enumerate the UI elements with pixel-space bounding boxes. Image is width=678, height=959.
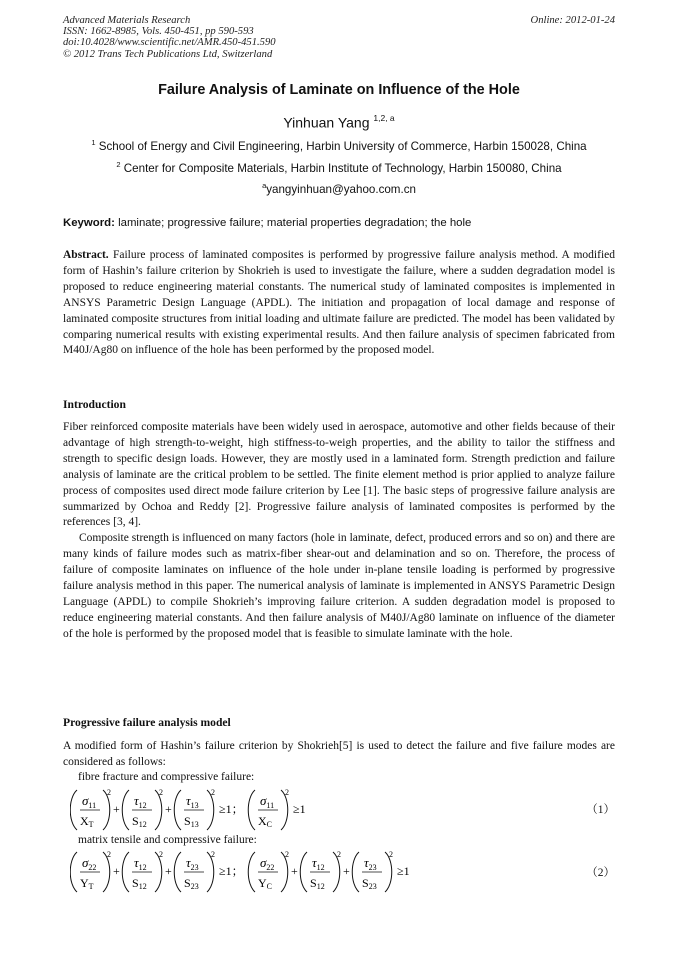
equation-2-numerator-sub-5: 23 — [368, 863, 377, 872]
equation-2-plus-5: + — [343, 864, 350, 878]
equation-1-denominator-sub-1: 12 — [138, 820, 147, 829]
equation-2-numerator-sub-4: 12 — [316, 863, 325, 872]
equation-1-plus-2: + — [165, 802, 172, 816]
equation-2-paren-left-5 — [352, 852, 359, 892]
equation-1-exponent-1: 2 — [159, 788, 163, 797]
equation-1-denominator-sub-2: 13 — [190, 820, 199, 829]
equation-2-denominator-sub-0: T — [88, 882, 94, 891]
model-paragraph: A modified form of Hashin’s failure criterion by Shokrieh[5] is used to detect the failure and five failure modes are considered as follows: — [63, 740, 615, 768]
equation-1-numerator-2: $\tau_{13}$ — [186, 793, 199, 810]
affiliation-1 — [0, 138, 678, 153]
equation-2-plus-4: + — [291, 864, 298, 878]
affiliation-2-text: Center for Composite Materials, Harbin Institute of Technology, Harbin 150080, China — [123, 161, 562, 175]
equation-2-number: （2） — [586, 867, 615, 879]
equation-2-paren-left-1 — [122, 852, 129, 892]
equation-2-exponent-1: 2 — [159, 850, 163, 859]
equation-1-inequality-1: ≥1 — [293, 802, 306, 816]
affiliation-1-sup: 1 — [91, 138, 96, 147]
email-sup: a — [262, 181, 267, 190]
affiliation-1-text: School of Energy and Civil Engineering, Harbin University of Commerce, Harbin 150028, China — [98, 139, 587, 153]
author-line — [0, 114, 678, 131]
equation-2-paren-left-4 — [300, 852, 307, 892]
equation-2-exponent-4: 2 — [337, 850, 341, 859]
equation-2-denominator-4: S12 — [310, 876, 325, 891]
equation-2-denominator-sub-1: 12 — [138, 882, 147, 891]
equation-2-denominator-2: S23 — [184, 876, 199, 891]
equation-2-denominator-1: S12 — [132, 876, 147, 891]
equation-1 — [70, 786, 370, 836]
equation-2 — [70, 848, 450, 898]
equation-1-numerator-sub-3: 11 — [266, 801, 275, 810]
equation-2-exponent-0: 2 — [107, 850, 111, 859]
equation-2-inequality-0: ≥1； — [219, 864, 244, 878]
equation-1-plus-1: + — [113, 802, 120, 816]
doi-line: doi:10.4028/www.scientific.net/AMR.450-451.590 — [63, 37, 276, 49]
equation-1-denominator-sub-0: T — [88, 820, 94, 829]
author-email — [0, 181, 678, 196]
equation-2-exponent-3: 2 — [285, 850, 289, 859]
copyright-line: © 2012 Trans Tech Publications Ltd, Switzerland — [63, 48, 273, 60]
equation-1-denominator-0: XT — [80, 814, 94, 829]
failure-mode-2-label: matrix tensile and compressive failure: — [78, 834, 257, 846]
equation-1-numerator-3: $\sigma_{11}$ — [260, 793, 275, 810]
equation-1-exponent-3: 2 — [285, 788, 289, 797]
equation-1-numerator-sub-1: 12 — [138, 801, 147, 810]
equation-1-paren-left-0 — [70, 790, 77, 830]
equation-2-plus-1: + — [113, 864, 120, 878]
equation-2-exponent-2: 2 — [211, 850, 215, 859]
equation-1-exponent-2: 2 — [211, 788, 215, 797]
email-text: yangyinhuan@yahoo.com.cn — [266, 182, 416, 196]
equation-1-denominator-3: XC — [258, 814, 273, 829]
introduction-paragraph-2: Composite strength is influenced on many factors (hole in laminate, defect, produced errors and so on) and there are many kinds of failure modes such as matrix-fiber shear-out and delamination and so on. Therefore, the process of failure of composite laminates on influence of the hole under in-plane tensile loading is performed by progressive failure analysis method in this paper. The numerical analysis of laminate is implemented in ANSYS Parametric Design Language (APDL) to compile Shokrieh’s improving failure criterion. A sudden degradation model is proposed to reduce engineering material constants. And then failure analysis of M40J/Ag80 laminate on influence of the diameter of the hole is performed by the proposed model that is feasible to simulate laminate with the hole. — [63, 532, 615, 640]
equation-2-denominator-sub-5: 23 — [368, 882, 377, 891]
equation-2-numerator-5: $\tau_{23}$ — [364, 855, 377, 872]
model-heading: Progressive failure analysis model — [63, 716, 231, 729]
equation-2-terms — [70, 850, 409, 892]
equation-1-numerator-sub-0: 11 — [88, 801, 97, 810]
equation-1-number: （1） — [586, 804, 615, 816]
failure-mode-1-label: fibre fracture and compressive failure: — [78, 771, 255, 783]
equation-2-numerator-1: $\tau_{12}$ — [134, 855, 147, 872]
equation-2-inequality-1: ≥1 — [397, 864, 410, 878]
equation-2-numerator-sub-2: 23 — [190, 863, 199, 872]
journal-header — [63, 15, 615, 60]
equation-2-denominator-sub-2: 23 — [190, 882, 199, 891]
equation-2-numerator-sub-3: 22 — [266, 863, 275, 872]
online-date: Online: 2012-01-24 — [530, 15, 615, 26]
equation-1-numerator-1: $\tau_{12}$ — [134, 793, 147, 810]
abstract — [63, 248, 615, 359]
keywords-text: laminate; progressive failure; material properties degradation; the hole — [118, 217, 472, 229]
equation-1-paren-left-1 — [122, 790, 129, 830]
equation-1-inequality-0: ≥1； — [219, 802, 244, 816]
introduction-heading: Introduction — [63, 398, 126, 411]
equation-1-denominator-1: S12 — [132, 814, 147, 829]
equation-2-numerator-3: $\sigma_{22}$ — [260, 855, 275, 872]
equation-2-denominator-5: S23 — [362, 876, 377, 891]
equation-2-paren-left-2 — [174, 852, 181, 892]
equation-2-denominator-sub-3: C — [266, 882, 273, 891]
issn-line: ISSN: 1662-8985, Vols. 450-451, pp 590-593 — [63, 26, 254, 38]
author-name: Yinhuan Yang — [283, 114, 370, 131]
equation-1-numerator-0: $\sigma_{11}$ — [82, 793, 97, 810]
paper-title: Failure Analysis of Laminate on Influence of the Hole — [158, 82, 520, 98]
introduction-body — [63, 420, 615, 643]
equation-2-numerator-0: $\sigma_{22}$ — [82, 855, 97, 872]
abstract-text: Failure process of laminated composites is performed by progressive failure analysis method. A modified form of Hashin’s failure criterion by Shokrieh is used to investigate the failure, where a sudden degradation model is proposed to reduce engineering material constants. The numerical study of laminated composites is implemented in ANSYS Parametric Design Language (APDL). The initiation and propagation of local damage and response of laminated composite structures from initial loading and ultimate failure are predicted. The model has been validated by comparing numerical results with existing experimental results. And then failure analysis of specimen fabricated from M40J/Ag80 on influence of the hole has been performed by the proposed model. — [63, 249, 616, 357]
equation-1-paren-left-2 — [174, 790, 181, 830]
keywords — [63, 217, 615, 229]
author-sup: 1,2, a — [373, 113, 395, 123]
equation-2-numerator-4: $\tau_{12}$ — [312, 855, 325, 872]
keywords-label: Keyword: — [63, 217, 115, 229]
equation-1-paren-left-3 — [248, 790, 255, 830]
equation-1-exponent-0: 2 — [107, 788, 111, 797]
equation-2-numerator-sub-1: 12 — [138, 863, 147, 872]
equation-1-denominator-2: S13 — [184, 814, 199, 829]
equation-2-denominator-sub-4: 12 — [316, 882, 325, 891]
affiliation-2-sup: 2 — [116, 160, 121, 169]
equation-2-paren-left-0 — [70, 852, 77, 892]
equation-1-denominator-sub-3: C — [266, 820, 273, 829]
abstract-label: Abstract. — [63, 249, 109, 261]
equation-2-denominator-0: YT — [80, 876, 94, 891]
equation-2-numerator-sub-0: 22 — [88, 863, 97, 872]
equation-2-denominator-3: YC — [258, 876, 273, 891]
introduction-paragraph-1: Fiber reinforced composite materials have been widely used in aerospace, automotive and other fields because of their advantage of high strength-to-weight, high stiffness-to-weigh properties, and the ability to tailor the stiffness and strength to specific design loads. However, they are mostly used in a laminated form. Strength prediction and failure analysis of laminate are the critical problem to be settled. The finite element method is prior applied to analyze failure process of composites used direct mode failure criterion by Lee [1]. The basic steps of progressive failure analysis are summarized by Ochoa and Reddy [2]. Progressive failure analysis of laminated composites is performed by the references [3, 4]. — [63, 421, 615, 529]
equation-2-paren-left-3 — [248, 852, 255, 892]
equation-2-exponent-5: 2 — [389, 850, 393, 859]
equation-1-numerator-sub-2: 13 — [190, 801, 199, 810]
affiliation-2 — [0, 160, 678, 175]
equation-1-terms — [70, 788, 305, 830]
equation-2-numerator-2: $\tau_{23}$ — [186, 855, 199, 872]
journal-name: Advanced Materials Research — [63, 15, 191, 26]
equation-2-plus-2: + — [165, 864, 172, 878]
